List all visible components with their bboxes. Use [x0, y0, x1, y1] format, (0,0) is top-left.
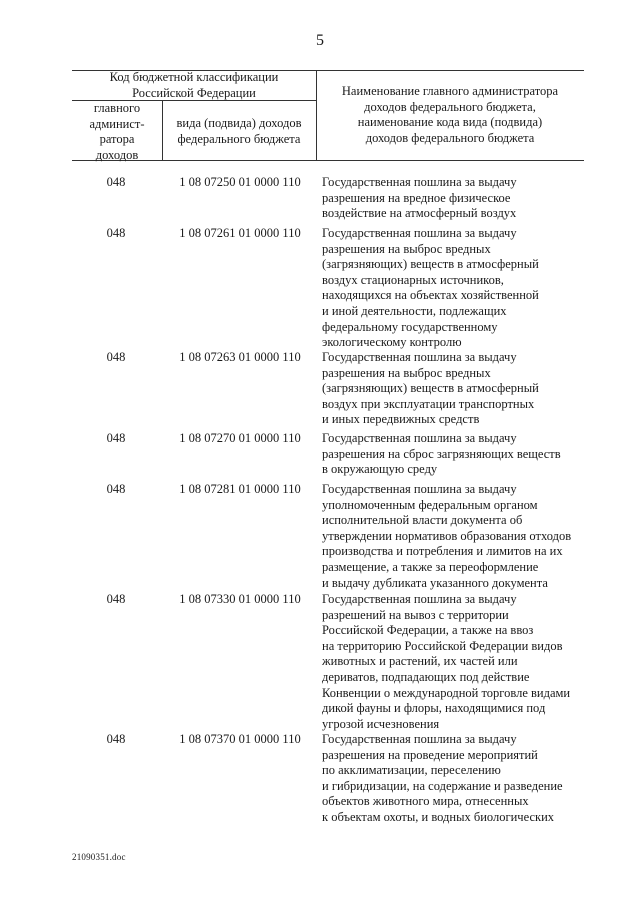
income-name-line: (загрязняющих) веществ в атмосферный [322, 381, 539, 396]
income-name [322, 732, 584, 826]
income-name-line: и иных передвижных средств [322, 412, 480, 427]
admin-code: 048 [106, 350, 126, 364]
header-col-type-line: вида (подвида) доходов [176, 116, 302, 130]
income-name-line: объектов животного мира, отнесенных [322, 794, 529, 809]
income-name-line: разрешения на выброс вредных [322, 365, 491, 380]
income-name-line: разрешения на сброс загрязняющих веществ [322, 446, 561, 461]
header-col-type [162, 116, 316, 147]
income-name [322, 431, 584, 478]
admin-code: 048 [106, 482, 126, 496]
header-col-admin-line: доходов [95, 147, 139, 162]
document-filename: 21090351.doc [72, 852, 126, 862]
header-group-label [72, 70, 316, 101]
budget-code: 1 08 07330 01 0000 110 [179, 592, 301, 606]
income-name-line: Государственная пошлина за выдачу [322, 431, 517, 445]
income-name-line: воздействие на атмосферный воздух [322, 206, 517, 221]
income-name-line: дериватов, подпадающих под действие [322, 669, 530, 684]
income-name-line: угрозой исчезновения [322, 716, 440, 731]
income-name-line: воздух стационарных источников, [322, 272, 504, 287]
header-col-admin-line: админист- [89, 116, 145, 131]
income-name-line: и выдачу дубликата указанного документа [322, 575, 548, 590]
income-name-line: и иной деятельности, подлежащих [322, 303, 507, 318]
budget-code: 1 08 07370 01 0000 110 [179, 732, 301, 746]
income-name-line: разрешений на вывоз с территории [322, 607, 509, 622]
budget-code: 1 08 07270 01 0000 110 [179, 431, 301, 445]
header-group-line: Российской Федерации [132, 85, 256, 100]
income-name-line: Государственная пошлина за выдачу [322, 175, 517, 189]
income-name-line: экологическому контролю [322, 335, 462, 350]
header-col-name-line: доходов федерального бюджета, [364, 99, 536, 114]
income-name-line: в окружающую среду [322, 462, 438, 477]
income-name-line: федеральному государственному [322, 319, 498, 334]
page-number: 5 [316, 32, 324, 49]
income-name-line: воздух при эксплуатации транспортных [322, 396, 535, 411]
budget-code: 1 08 07263 01 0000 110 [179, 350, 301, 364]
income-name-line: разрешения на выброс вредных [322, 241, 491, 256]
income-name-line: Государственная пошлина за выдачу [322, 592, 517, 606]
header-group-line: Код бюджетной классификации [109, 70, 279, 84]
income-name [322, 482, 584, 591]
admin-code: 048 [106, 175, 126, 189]
income-name-line: к объектам охоты, и водных биологических [322, 809, 555, 824]
header-col-type-line: федерального бюджета [177, 131, 301, 146]
header-col-name-line: доходов федерального бюджета [365, 130, 535, 145]
income-name-line: Государственная пошлина за выдачу [322, 350, 517, 364]
admin-code: 048 [106, 431, 126, 445]
income-name-line: животных и растений, их частей или [322, 654, 518, 669]
income-name-line: разрешения на вредное физическое [322, 190, 511, 205]
income-name-line: находящихся на объектах хозяйственной [322, 288, 539, 303]
income-name-line: Российской Федерации, а также на ввоз [322, 623, 534, 638]
header-col-admin [72, 101, 162, 163]
header-col-name-line: Наименование главного администратора [341, 84, 559, 98]
income-name-line: уполномоченным федеральным органом [322, 497, 538, 512]
income-name [322, 175, 584, 222]
admin-code: 048 [106, 592, 126, 606]
income-name-line: разрешения на проведение мероприятий [322, 747, 538, 762]
income-name [322, 226, 584, 351]
income-name [322, 350, 584, 428]
income-name [322, 592, 584, 732]
income-name-line: исполнительной власти документа об [322, 513, 523, 528]
admin-code: 048 [106, 732, 126, 746]
income-name-line: и гибридизации, на содержание и разведение [322, 778, 563, 793]
income-name-line: размещение, а также за переоформление [322, 559, 539, 574]
income-name-line: производства и потребления и лимитов на их [322, 544, 563, 559]
header-col-admin-line: ратора [99, 132, 135, 146]
budget-code: 1 08 07281 01 0000 110 [179, 482, 301, 496]
income-name-line: Конвенции о международной торговле видами [322, 685, 571, 700]
admin-code: 048 [106, 226, 126, 240]
income-name-line: на территорию Российской Федерации видов [322, 638, 563, 653]
income-name-line: Государственная пошлина за выдачу [322, 226, 517, 240]
budget-code: 1 08 07261 01 0000 110 [179, 226, 301, 240]
income-name-line: по акклиматизации, переселению [322, 763, 501, 778]
income-name-line: (загрязняющих) веществ в атмосферный [322, 257, 539, 272]
income-name-line: Государственная пошлина за выдачу [322, 732, 517, 746]
header-col-name-line: наименование кода вида (подвида) [357, 115, 543, 129]
budget-code: 1 08 07250 01 0000 110 [179, 175, 301, 189]
income-name-line: Государственная пошлина за выдачу [322, 482, 517, 496]
income-name-line: утверждении нормативов образования отходов [322, 528, 572, 543]
header-col-admin-line: главного [93, 101, 141, 115]
income-name-line: дикой фауны и флоры, находящимися под [322, 701, 546, 716]
header-col-name [316, 84, 584, 146]
